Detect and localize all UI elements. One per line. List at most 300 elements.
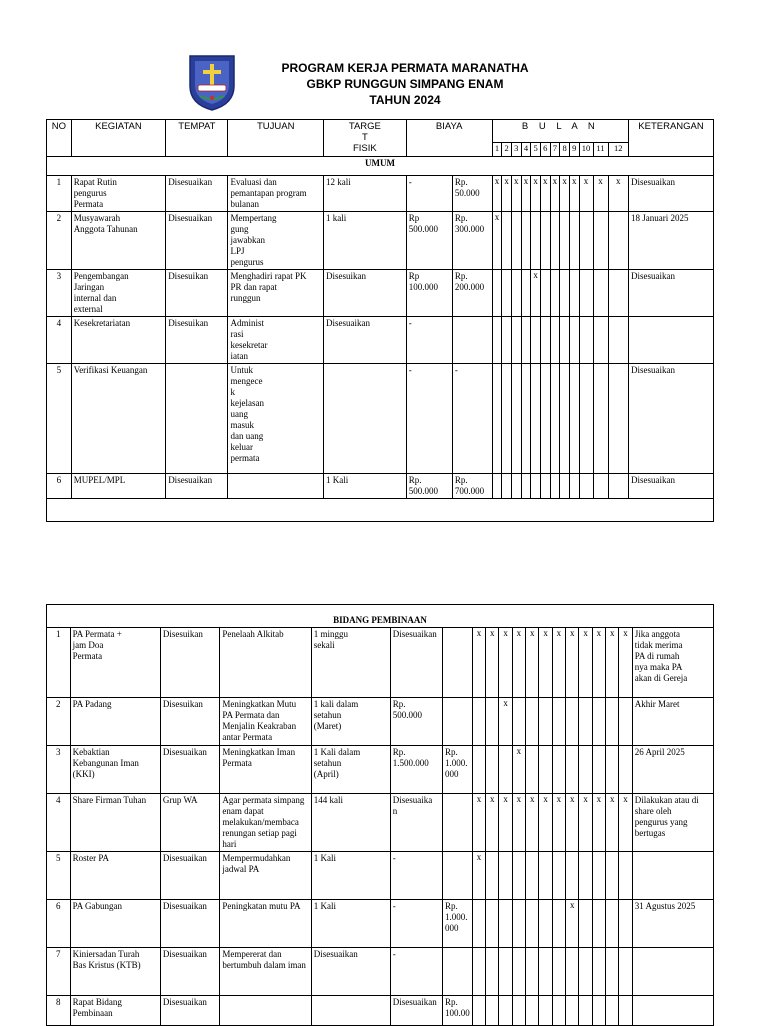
- month-mark-cell: [472, 746, 485, 794]
- tujuan-cell: Meningkatkan Iman Permata: [220, 746, 311, 794]
- month-mark-cell: x: [619, 628, 632, 698]
- kegiatan-cell: Rapat Bidang Pembinaan: [70, 996, 160, 1026]
- month-header: 3: [511, 143, 521, 157]
- work-program-table-pembinaan: [46, 604, 714, 1026]
- kegiatan-cell: Kiniersadan Turah Bas Kristus (KTB): [70, 948, 160, 996]
- col-header-kegiatan: KEGIATAN: [71, 120, 166, 157]
- month-mark-cell: [472, 948, 485, 996]
- month-mark-cell: x: [592, 628, 605, 698]
- tempat-cell: Disesuaikan: [160, 900, 220, 948]
- month-mark-cell: [566, 948, 579, 996]
- biaya-cell: Rp. 500.000: [406, 474, 452, 499]
- row-number: 1: [47, 176, 72, 212]
- kegiatan-cell: Verifikasi Keuangan: [71, 364, 166, 474]
- month-mark-cell: [521, 212, 531, 270]
- tempat-cell: Disesuikan: [166, 270, 228, 317]
- tempat-cell: Disesuaikan: [160, 996, 220, 1026]
- month-mark-cell: [531, 364, 541, 474]
- tujuan-cell: [220, 996, 311, 1026]
- month-header: 11: [593, 143, 608, 157]
- month-header: 5: [531, 143, 541, 157]
- month-header: 9: [569, 143, 579, 157]
- month-mark-cell: x: [593, 176, 608, 212]
- month-mark-cell: x: [492, 176, 502, 212]
- biaya-cell: -: [390, 948, 442, 996]
- tujuan-cell: Peningkatan mutu PA: [220, 900, 311, 948]
- month-mark-cell: [606, 996, 619, 1026]
- table-row: [47, 698, 714, 746]
- tujuan-cell: Agar permata simpang enam dapat melakukan/membaca renungan setiap pagi hari: [220, 794, 311, 852]
- month-mark-cell: [499, 746, 512, 794]
- tujuan-cell: Mempertang gung jawabkan LPJ pengurus: [228, 212, 324, 270]
- biaya-extra-cell: Rp. 200.000: [452, 270, 492, 317]
- month-mark-cell: [606, 948, 619, 996]
- month-mark-cell: [566, 746, 579, 794]
- kegiatan-cell: PA Permata + jam Doa Permata: [70, 628, 160, 698]
- month-mark-cell: [619, 698, 632, 746]
- month-header: 8: [560, 143, 570, 157]
- month-header: 12: [608, 143, 629, 157]
- month-mark-cell: [579, 698, 592, 746]
- col-header-tujuan: TUJUAN: [228, 120, 324, 157]
- month-mark-cell: x: [521, 176, 531, 212]
- month-mark-cell: [502, 212, 512, 270]
- month-mark-cell: [619, 900, 632, 948]
- target-cell: 1 kali dalam setahun (Maret): [311, 698, 390, 746]
- month-mark-cell: [540, 317, 550, 364]
- col-header-bulan: B U L A N: [492, 120, 628, 143]
- month-mark-cell: x: [502, 176, 512, 212]
- table-row: [47, 474, 714, 499]
- month-mark-cell: x: [512, 794, 525, 852]
- month-mark-cell: x: [499, 628, 512, 698]
- empty-cell: [47, 499, 714, 522]
- month-mark-cell: x: [486, 628, 499, 698]
- month-mark-cell: x: [539, 628, 552, 698]
- month-mark-cell: [579, 212, 593, 270]
- month-mark-cell: [619, 948, 632, 996]
- month-mark-cell: [539, 852, 552, 900]
- month-mark-cell: [560, 270, 570, 317]
- table-row: [47, 900, 714, 948]
- biaya-cell: Rp. 500.000: [390, 698, 442, 746]
- month-mark-cell: x: [579, 794, 592, 852]
- col-header-keterangan: KETERANGAN: [629, 120, 714, 157]
- row-number: 6: [47, 474, 72, 499]
- keterangan-cell: [629, 317, 714, 364]
- target-cell: 1 Kali: [311, 900, 390, 948]
- month-mark-cell: [502, 474, 512, 499]
- target-cell: 1 minggu sekali: [311, 628, 390, 698]
- biaya-extra-cell: Rp. 1.000. 000: [443, 900, 473, 948]
- biaya-cell: -: [390, 852, 442, 900]
- keterangan-cell: Akhir Maret: [632, 698, 713, 746]
- tujuan-cell: [228, 474, 324, 499]
- month-mark-cell: [512, 852, 525, 900]
- month-mark-cell: x: [552, 628, 565, 698]
- biaya-extra-cell: [443, 948, 473, 996]
- month-mark-cell: [539, 948, 552, 996]
- keterangan-cell: 31 Agustus 2025: [632, 900, 713, 948]
- row-number: 2: [47, 212, 72, 270]
- month-mark-cell: [619, 852, 632, 900]
- row-number: 5: [47, 364, 72, 474]
- month-mark-cell: [592, 698, 605, 746]
- month-mark-cell: x: [499, 794, 512, 852]
- month-mark-cell: [606, 698, 619, 746]
- month-mark-cell: x: [560, 176, 570, 212]
- target-cell: 1 kali: [324, 212, 407, 270]
- month-mark-cell: [486, 698, 499, 746]
- month-mark-cell: [552, 996, 565, 1026]
- tujuan-cell: Mempermudahkan jadwal PA: [220, 852, 311, 900]
- month-mark-cell: [560, 317, 570, 364]
- month-mark-cell: x: [492, 212, 502, 270]
- month-mark-cell: [552, 746, 565, 794]
- month-mark-cell: [521, 474, 531, 499]
- keterangan-cell: [632, 852, 713, 900]
- keterangan-cell: Dilakukan atau di share oleh pengurus yang bertugas: [632, 794, 713, 852]
- kegiatan-cell: Rapat Rutin pengurus Permata: [71, 176, 166, 212]
- document-title-line3: TAHUN 2024: [369, 93, 441, 107]
- month-mark-cell: [552, 852, 565, 900]
- table-row: [47, 794, 714, 852]
- month-mark-cell: x: [511, 176, 521, 212]
- month-mark-cell: [560, 364, 570, 474]
- biaya-cell: Disesuaikan: [390, 996, 442, 1026]
- tujuan-cell: Penelaah Alkitab: [220, 628, 311, 698]
- month-mark-cell: [579, 474, 593, 499]
- month-mark-cell: [619, 746, 632, 794]
- row-number: 6: [47, 900, 71, 948]
- month-mark-cell: [608, 317, 629, 364]
- row-number: 5: [47, 852, 71, 900]
- month-mark-cell: x: [539, 794, 552, 852]
- month-mark-cell: [608, 270, 629, 317]
- month-mark-cell: [569, 474, 579, 499]
- tempat-cell: Disesuaikan: [166, 176, 228, 212]
- row-number: 3: [47, 746, 71, 794]
- month-mark-cell: [502, 317, 512, 364]
- month-mark-cell: x: [566, 900, 579, 948]
- row-number: 4: [47, 794, 71, 852]
- month-mark-cell: x: [472, 852, 485, 900]
- month-mark-cell: [592, 852, 605, 900]
- month-mark-cell: [550, 270, 560, 317]
- month-mark-cell: x: [486, 794, 499, 852]
- tempat-cell: Disesuaikan: [166, 474, 228, 499]
- keterangan-cell: Disesuaikan: [629, 474, 714, 499]
- month-mark-cell: [526, 698, 539, 746]
- table-row-empty: [47, 499, 714, 522]
- tempat-cell: [166, 364, 228, 474]
- month-mark-cell: [521, 317, 531, 364]
- month-mark-cell: [531, 212, 541, 270]
- biaya-cell: -: [406, 317, 452, 364]
- month-mark-cell: x: [472, 628, 485, 698]
- month-mark-cell: x: [526, 794, 539, 852]
- target-cell: 1 Kali: [311, 852, 390, 900]
- biaya-extra-cell: [443, 794, 473, 852]
- kegiatan-cell: Kesekretariatan: [71, 317, 166, 364]
- month-header: 1: [492, 143, 502, 157]
- month-mark-cell: [499, 852, 512, 900]
- document-title-line1: PROGRAM KERJA PERMATA MARANATHA: [281, 61, 529, 75]
- kegiatan-cell: Musyawarah Anggota Tahunan: [71, 212, 166, 270]
- target-cell: [324, 364, 407, 474]
- keterangan-cell: Disesuaikan: [629, 176, 714, 212]
- table-row: [47, 948, 714, 996]
- target-cell: Disesuaikan: [324, 317, 407, 364]
- row-number: 7: [47, 948, 71, 996]
- target-cell: Disesuikan: [324, 270, 407, 317]
- month-mark-cell: [539, 996, 552, 1026]
- table-row: [47, 212, 714, 270]
- tujuan-cell: Administ rasi kesekretar iatan: [228, 317, 324, 364]
- month-mark-cell: [592, 746, 605, 794]
- table-row: [47, 317, 714, 364]
- biaya-cell: Disesuaikan: [390, 628, 442, 698]
- month-mark-cell: [606, 852, 619, 900]
- biaya-cell: -: [406, 176, 452, 212]
- month-mark-cell: [526, 900, 539, 948]
- month-mark-cell: [569, 212, 579, 270]
- tempat-cell: Disesuaikan: [160, 852, 220, 900]
- month-mark-cell: [511, 212, 521, 270]
- month-mark-cell: [560, 212, 570, 270]
- church-emblem-logo: [186, 52, 238, 112]
- month-mark-cell: x: [499, 698, 512, 746]
- month-mark-cell: x: [531, 270, 541, 317]
- month-mark-cell: [472, 698, 485, 746]
- col-header-tempat: TEMPAT: [166, 120, 228, 157]
- tujuan-cell: Mempererat dan bertumbuh dalam iman: [220, 948, 311, 996]
- target-cell: 1 Kali: [324, 474, 407, 499]
- month-mark-cell: [540, 270, 550, 317]
- month-mark-cell: x: [526, 628, 539, 698]
- month-mark-cell: [579, 996, 592, 1026]
- kegiatan-cell: Kebaktian Kebangunan Iman (KKI): [70, 746, 160, 794]
- biaya-extra-cell: [452, 317, 492, 364]
- month-mark-cell: [550, 212, 560, 270]
- month-mark-cell: [526, 948, 539, 996]
- month-mark-cell: [579, 900, 592, 948]
- work-program-table-umum: [46, 119, 714, 522]
- month-mark-cell: [540, 212, 550, 270]
- month-mark-cell: x: [550, 176, 560, 212]
- row-number: 8: [47, 996, 71, 1026]
- month-mark-cell: [512, 900, 525, 948]
- biaya-cell: Rp 100.000: [406, 270, 452, 317]
- target-cell: Disesuaikan: [311, 948, 390, 996]
- month-mark-cell: [492, 270, 502, 317]
- month-mark-cell: [608, 212, 629, 270]
- month-mark-cell: x: [566, 794, 579, 852]
- month-mark-cell: x: [512, 746, 525, 794]
- month-mark-cell: [606, 746, 619, 794]
- month-mark-cell: [511, 474, 521, 499]
- kegiatan-cell: MUPEL/MPL: [71, 474, 166, 499]
- biaya-cell: Disesuaika n: [390, 794, 442, 852]
- month-mark-cell: [552, 900, 565, 948]
- month-mark-cell: x: [540, 176, 550, 212]
- keterangan-cell: Disesuaikan: [629, 364, 714, 474]
- month-mark-cell: [526, 852, 539, 900]
- month-mark-cell: [511, 364, 521, 474]
- month-mark-cell: x: [579, 628, 592, 698]
- month-mark-cell: [502, 364, 512, 474]
- month-mark-cell: [593, 212, 608, 270]
- month-mark-cell: [539, 900, 552, 948]
- col-header-target-fisik: TARGE T FISIK: [324, 120, 407, 157]
- month-mark-cell: [486, 746, 499, 794]
- table-row: [47, 996, 714, 1026]
- month-header: 4: [521, 143, 531, 157]
- month-mark-cell: [593, 317, 608, 364]
- month-mark-cell: [492, 364, 502, 474]
- month-mark-cell: x: [606, 794, 619, 852]
- biaya-extra-cell: [443, 628, 473, 698]
- tempat-cell: Grup WA: [160, 794, 220, 852]
- month-mark-cell: x: [619, 794, 632, 852]
- section-title-pembinaan: BIDANG PEMBINAAN: [47, 605, 714, 628]
- kegiatan-cell: PA Padang: [70, 698, 160, 746]
- month-mark-cell: [540, 364, 550, 474]
- tempat-cell: Disesuikan: [166, 317, 228, 364]
- row-number: 1: [47, 628, 71, 698]
- month-mark-cell: [552, 698, 565, 746]
- month-mark-cell: [569, 317, 579, 364]
- table-row: [47, 628, 714, 698]
- month-mark-cell: [486, 852, 499, 900]
- month-mark-cell: [499, 948, 512, 996]
- month-mark-cell: x: [592, 794, 605, 852]
- month-mark-cell: x: [569, 176, 579, 212]
- table-row: [47, 270, 714, 317]
- biaya-cell: Rp. 1.500.000: [390, 746, 442, 794]
- month-mark-cell: [531, 317, 541, 364]
- keterangan-cell: Disesuaikan: [629, 270, 714, 317]
- kegiatan-cell: Roster PA: [70, 852, 160, 900]
- month-mark-cell: [566, 852, 579, 900]
- month-mark-cell: [608, 474, 629, 499]
- month-mark-cell: [521, 270, 531, 317]
- month-mark-cell: [592, 996, 605, 1026]
- target-cell: 144 kali: [311, 794, 390, 852]
- keterangan-cell: 26 April 2025: [632, 746, 713, 794]
- biaya-extra-cell: Rp. 700.000: [452, 474, 492, 499]
- month-mark-cell: [608, 364, 629, 474]
- biaya-extra-cell: [443, 698, 473, 746]
- target-cell: 12 kali: [324, 176, 407, 212]
- month-mark-cell: [521, 364, 531, 474]
- month-header: 2: [502, 143, 512, 157]
- month-mark-cell: [619, 996, 632, 1026]
- month-mark-cell: [593, 474, 608, 499]
- table-row: [47, 852, 714, 900]
- kegiatan-cell: PA Gabungan: [70, 900, 160, 948]
- month-mark-cell: [566, 996, 579, 1026]
- tujuan-cell: Evaluasi dan pemantapan program bulanan: [228, 176, 324, 212]
- month-mark-cell: [579, 746, 592, 794]
- month-mark-cell: [550, 474, 560, 499]
- month-mark-cell: [531, 474, 541, 499]
- month-mark-cell: [511, 317, 521, 364]
- month-mark-cell: [512, 948, 525, 996]
- biaya-extra-cell: Rp. 1.000. 000: [443, 746, 473, 794]
- tempat-cell: Disesuaikan: [160, 746, 220, 794]
- biaya-extra-cell: -: [452, 364, 492, 474]
- month-mark-cell: [550, 364, 560, 474]
- month-mark-cell: x: [472, 794, 485, 852]
- section-title-umum: UMUM: [47, 157, 714, 176]
- month-mark-cell: [499, 900, 512, 948]
- table-row: [47, 364, 714, 474]
- month-mark-cell: [492, 317, 502, 364]
- month-mark-cell: [579, 317, 593, 364]
- tujuan-cell: Untuk mengece k kejelasan uang masuk dan uang keluar permata: [228, 364, 324, 474]
- month-mark-cell: [472, 900, 485, 948]
- month-mark-cell: [569, 270, 579, 317]
- month-mark-cell: [606, 900, 619, 948]
- month-header: 7: [550, 143, 560, 157]
- month-mark-cell: x: [512, 628, 525, 698]
- month-mark-cell: [526, 746, 539, 794]
- table-row: [47, 176, 714, 212]
- target-cell: [311, 996, 390, 1026]
- kegiatan-cell: Share Firman Tuhan: [70, 794, 160, 852]
- keterangan-cell: 18 Januari 2025: [629, 212, 714, 270]
- month-mark-cell: [579, 852, 592, 900]
- biaya-cell: Rp 500.000: [406, 212, 452, 270]
- col-header-biaya: BIAYA: [406, 120, 492, 157]
- tempat-cell: Disesuikan: [160, 628, 220, 698]
- month-mark-cell: x: [531, 176, 541, 212]
- month-mark-cell: [512, 996, 525, 1026]
- tujuan-cell: Menghadiri rapat PK PR dan rapat runggun: [228, 270, 324, 317]
- month-mark-cell: [592, 948, 605, 996]
- month-mark-cell: [499, 996, 512, 1026]
- month-mark-cell: x: [552, 794, 565, 852]
- month-mark-cell: [592, 900, 605, 948]
- month-mark-cell: [492, 474, 502, 499]
- row-number: 4: [47, 317, 72, 364]
- month-header: 6: [540, 143, 550, 157]
- month-mark-cell: [539, 698, 552, 746]
- tujuan-cell: Meningkatkan Mutu PA Permata dan Menjalin Keakraban antar Permata: [220, 698, 311, 746]
- month-mark-cell: [539, 746, 552, 794]
- month-mark-cell: [569, 364, 579, 474]
- month-mark-cell: [579, 270, 593, 317]
- biaya-extra-cell: Rp. 100.00: [443, 996, 473, 1026]
- row-number: 3: [47, 270, 72, 317]
- tempat-cell: Disesuaikan: [166, 212, 228, 270]
- month-mark-cell: [550, 317, 560, 364]
- month-mark-cell: x: [566, 628, 579, 698]
- month-mark-cell: [502, 270, 512, 317]
- month-mark-cell: x: [606, 628, 619, 698]
- row-number: 2: [47, 698, 71, 746]
- month-mark-cell: [486, 900, 499, 948]
- month-mark-cell: [566, 698, 579, 746]
- month-mark-cell: [579, 364, 593, 474]
- keterangan-cell: Jika anggota tidak merima PA di rumah nya maka PA akan di Gereja: [632, 628, 713, 698]
- month-mark-cell: [486, 948, 499, 996]
- month-mark-cell: [540, 474, 550, 499]
- month-mark-cell: [560, 474, 570, 499]
- biaya-extra-cell: Rp. 300.000: [452, 212, 492, 270]
- biaya-cell: -: [390, 900, 442, 948]
